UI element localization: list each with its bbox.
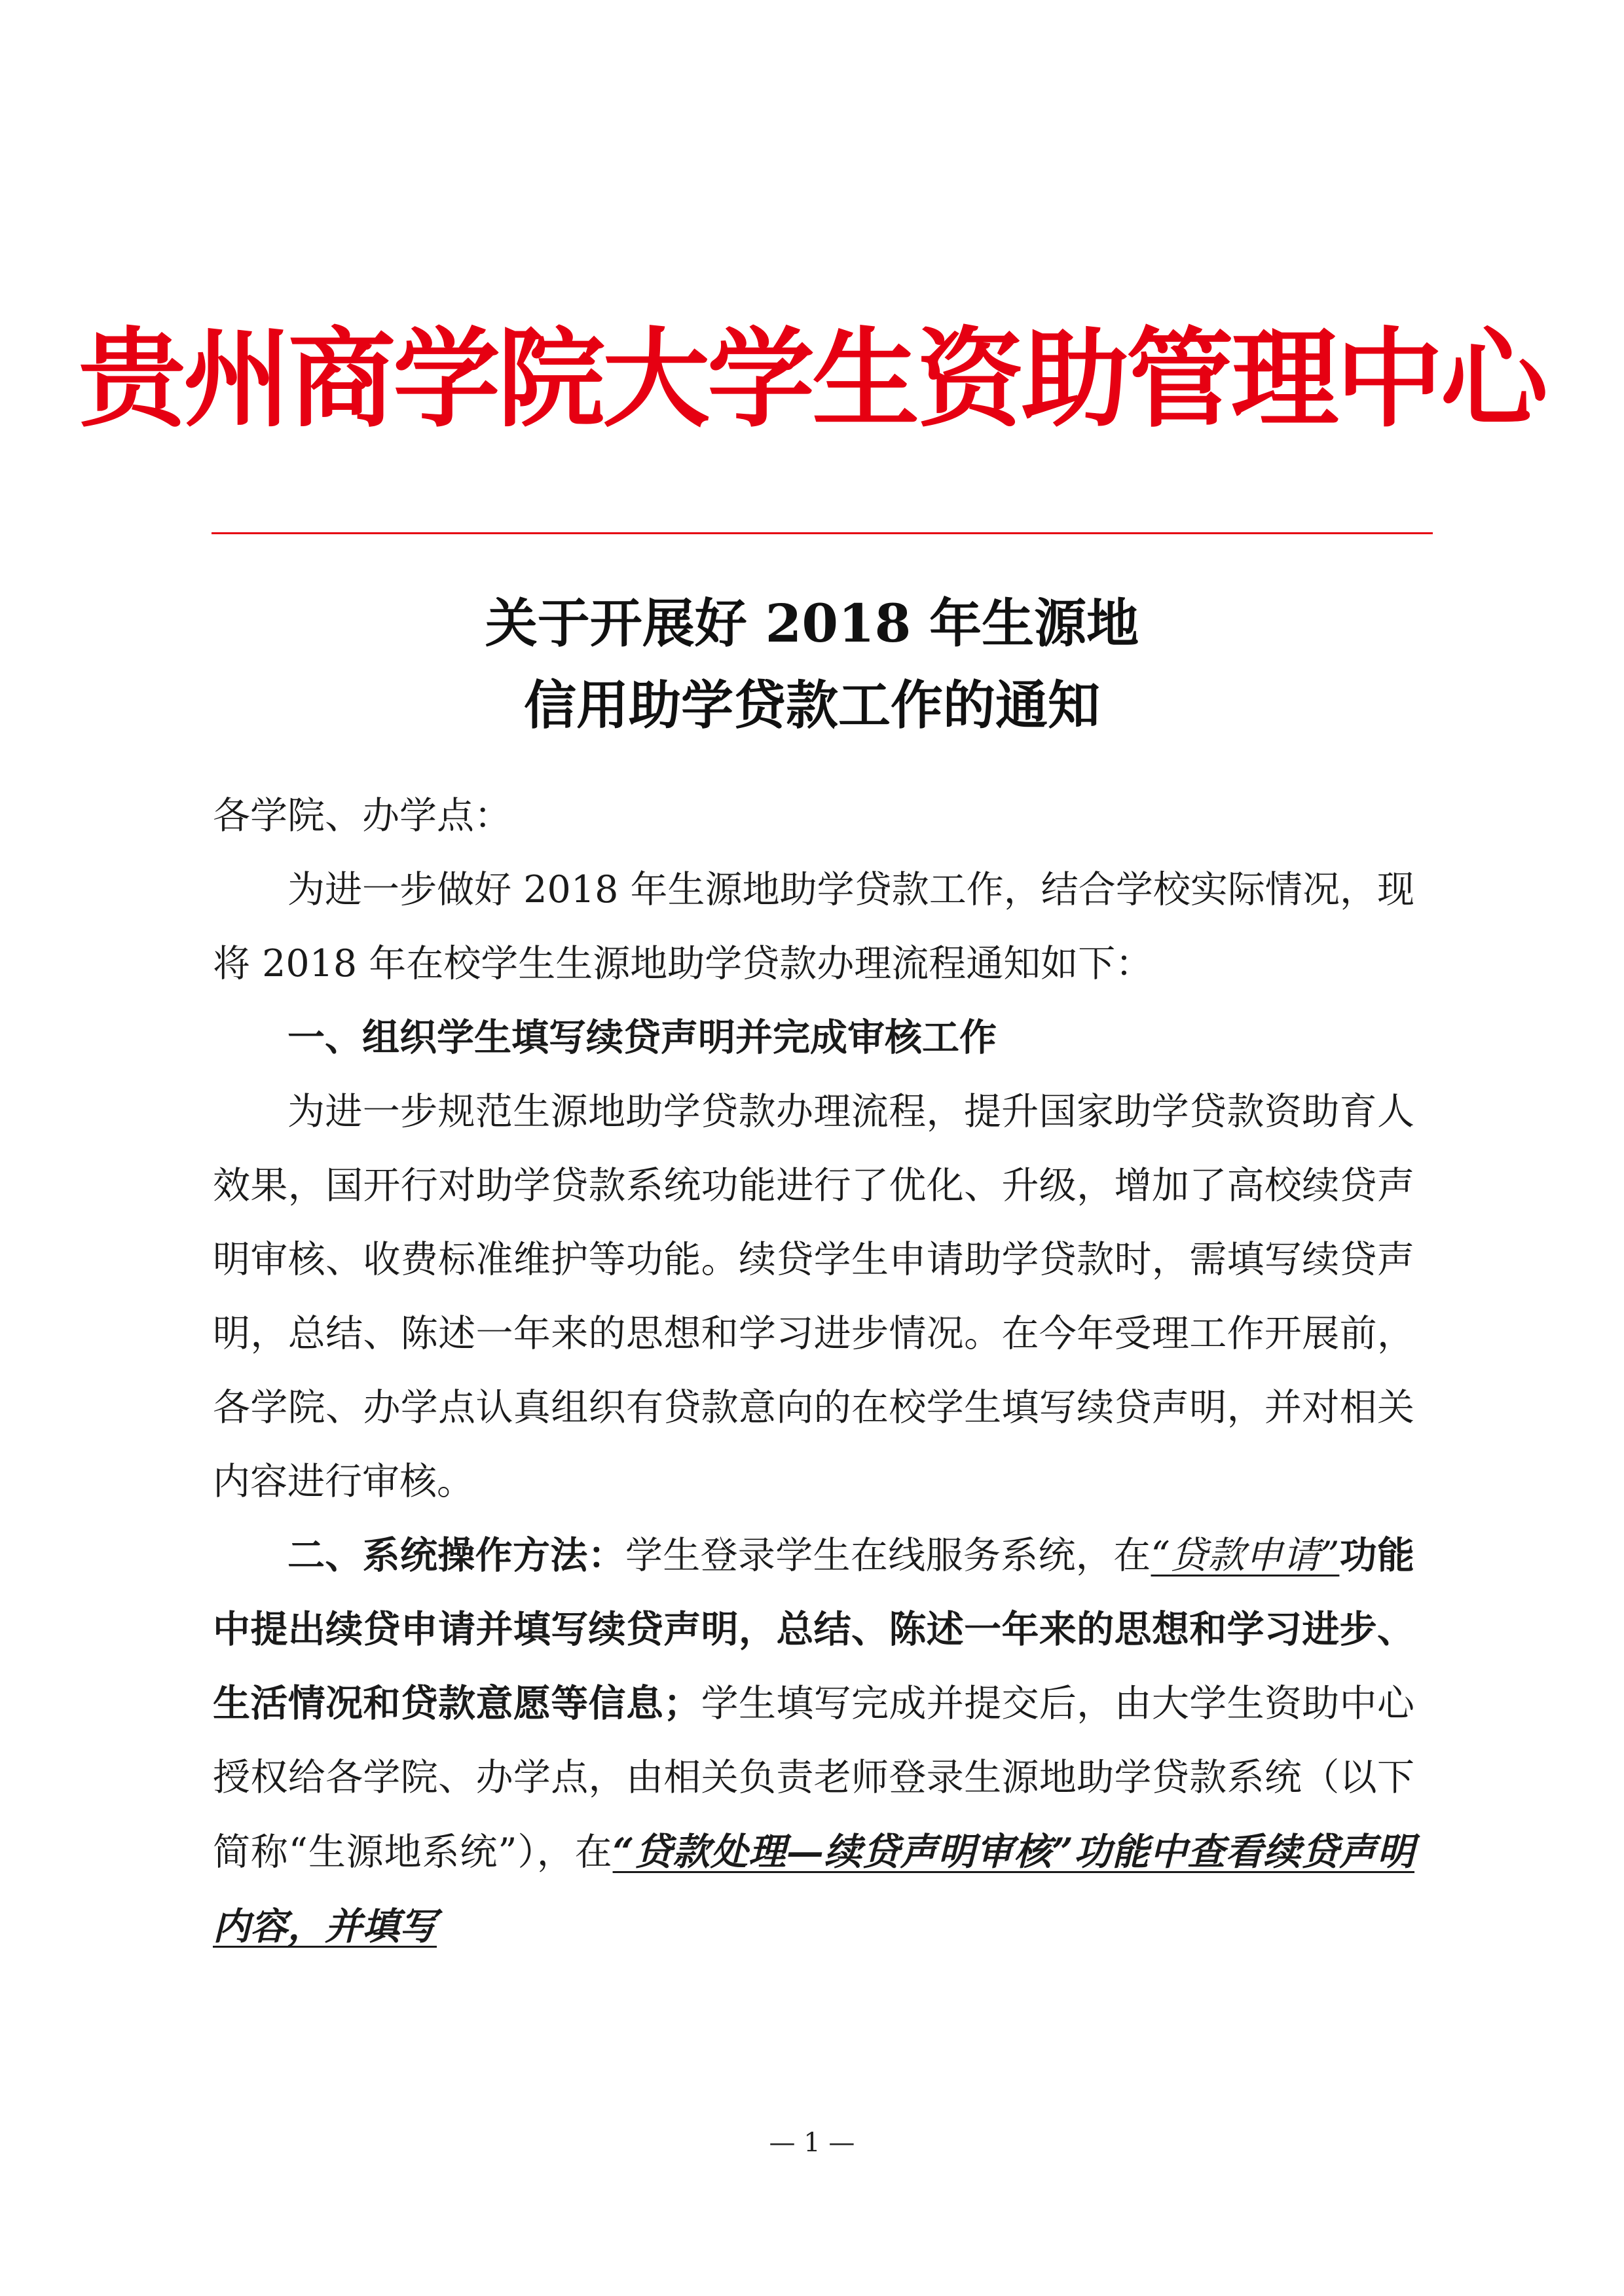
issuing-organization-header: 贵州商学院大学生资助管理中心 [78,317,1545,442]
section-1-paragraph: 为进一步规范生源地助学贷款办理流程，提升国家助学贷款资助育人效果，国开行对助学贷款系统功能进行了优化、升级，增加了高校续贷声明审核、收费标准维护等功能。续贷学生申请助学贷款时，需填写续贷声明，总结、陈述一年来的思想和学习进步情况。在今年受理工作开展前，各学院、办学点认真组织有贷款意向的在校学生填写续贷声明，并对相关内容进行审核。 [213,1090,1414,1503]
document-title [0,583,1624,746]
document-body [213,779,1414,1964]
intro-paragraph: 为进一步做好 2018 年生源地助学贷款工作，结合学校实际情况，现将 2018 年在校学生生源地助学贷款办理流程通知如下： [213,868,1414,985]
salutation: 各学院、办学点： [213,794,511,837]
section-2-text-c: 学生填写完成并提交后，由大学生资助中心授权给各学院、办学点，由相关负责老师登录生源地助学贷款系统（以下简称“生源地系统”），在 [213,1682,1415,1874]
document-title-line-2: 信用助学贷款工作的通知 [524,674,1100,736]
section-2-heading: 二、系统操作方法： [287,1534,625,1577]
loan-application-function-ref: “贷款申请” [1151,1534,1340,1577]
red-divider-line [212,532,1433,534]
renewal-review-function-ref: “贷款处理—续贷声明审核”功能中查看续贷声明内容，并填写 [213,1830,1414,1948]
document-title-line-1: 关于开展好 2018 年生源地 [485,592,1139,654]
section-2-text-a: 学生登录学生在线服务系统，在 [625,1534,1151,1577]
section-1-heading: 一、组织学生填写续贷声明并完成审核工作 [287,1016,997,1059]
section-2-text-b: 功能中提出续贷申请并填写续贷声明，总结、陈述一年来的思想和学习进步、生活情况和贷款意愿等信息； [213,1534,1415,1725]
page-number: — 1 — [769,2128,855,2158]
section-2-paragraph [213,1519,1414,1964]
